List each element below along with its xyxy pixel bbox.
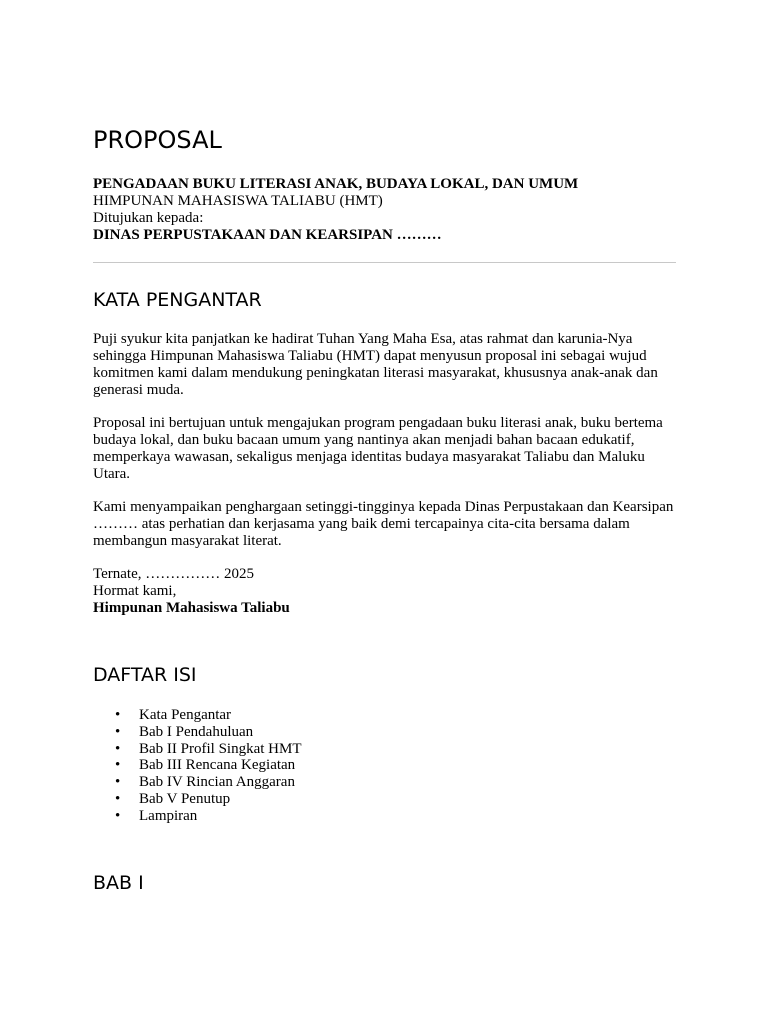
toc-item-label: Bab V Penutup [139, 790, 231, 807]
toc-item-label: Bab III Rencana Kegiatan [139, 757, 296, 774]
toc-item [93, 791, 302, 808]
section-divider [93, 262, 676, 263]
toc-item [93, 707, 302, 724]
bullet-icon: • [115, 807, 121, 824]
place-date: Ternate, …………… 2025 [93, 566, 255, 582]
closing-block [93, 566, 676, 617]
toc-item [93, 741, 302, 758]
proposal-subject: PENGADAAN BUKU LITERASI ANAK, BUDAYA LOKAL, DAN UMUM [93, 176, 579, 192]
bab-i-heading: BAB I [93, 872, 144, 894]
toc-item-label: Kata Pengantar [139, 707, 232, 723]
bullet-icon: • [115, 723, 121, 740]
addressed-label: Ditujukan kepada: [93, 210, 204, 226]
toc-item [93, 774, 302, 791]
toc-item-label: Bab IV Rincian Anggaran [139, 774, 295, 791]
document-title: PROPOSAL [93, 126, 222, 154]
toc-item [93, 724, 302, 741]
regards: Hormat kami, [93, 583, 177, 599]
bullet-icon: • [115, 740, 121, 757]
addressee: DINAS PERPUSTAKAAN DAN KEARSIPAN ……… [93, 227, 442, 243]
toc-item [93, 808, 302, 825]
paragraph: Proposal ini bertujuan untuk mengajukan program pengadaan buku literasi anak, buku bertema budaya lokal, dan buku bacaan umum yang nantinya akan menjadi bahan bacaan edukatif, memperkaya wawasan, sekaligus menjaga identitas budaya masyarakat Taliabu dan Maluku Utara. [93, 415, 663, 482]
organization-name: HIMPUNAN MAHASISWA TALIABU (HMT) [93, 193, 383, 209]
kata-pengantar-heading: KATA PENGANTAR [93, 289, 262, 311]
daftar-isi-heading: DAFTAR ISI [93, 664, 197, 686]
bullet-icon: • [115, 707, 121, 723]
paragraph: Puji syukur kita panjatkan ke hadirat Tuhan Yang Maha Esa, atas rahmat dan karunia-Nya sehingga Himpunan Mahasiswa Taliabu (HMT) dapat menyusun proposal ini sebagai wujud komitmen kami dalam mendukung peningkatan literasi masyarakat, khususnya anak-anak dan generasi muda. [93, 331, 658, 398]
toc-item [93, 757, 302, 774]
paragraph: Kami menyampaikan penghargaan setinggi-tingginya kepada Dinas Perpustakaan dan Kearsipan ……… atas perhatian dan kerjasama yang baik demi tercapainya cita-cita bersama dalam membangun masyarakat literat. [93, 499, 674, 549]
kata-pengantar-body [93, 331, 676, 617]
signatory: Himpunan Mahasiswa Taliabu [93, 600, 290, 616]
toc-item-label: Bab II Profil Singkat HMT [139, 740, 302, 757]
table-of-contents [93, 707, 302, 825]
bullet-icon: • [115, 790, 121, 807]
toc-item-label: Bab I Pendahuluan [139, 723, 254, 740]
toc-item-label: Lampiran [139, 807, 198, 824]
cover-block [93, 176, 676, 244]
bullet-icon: • [115, 757, 121, 774]
bullet-icon: • [115, 774, 121, 791]
